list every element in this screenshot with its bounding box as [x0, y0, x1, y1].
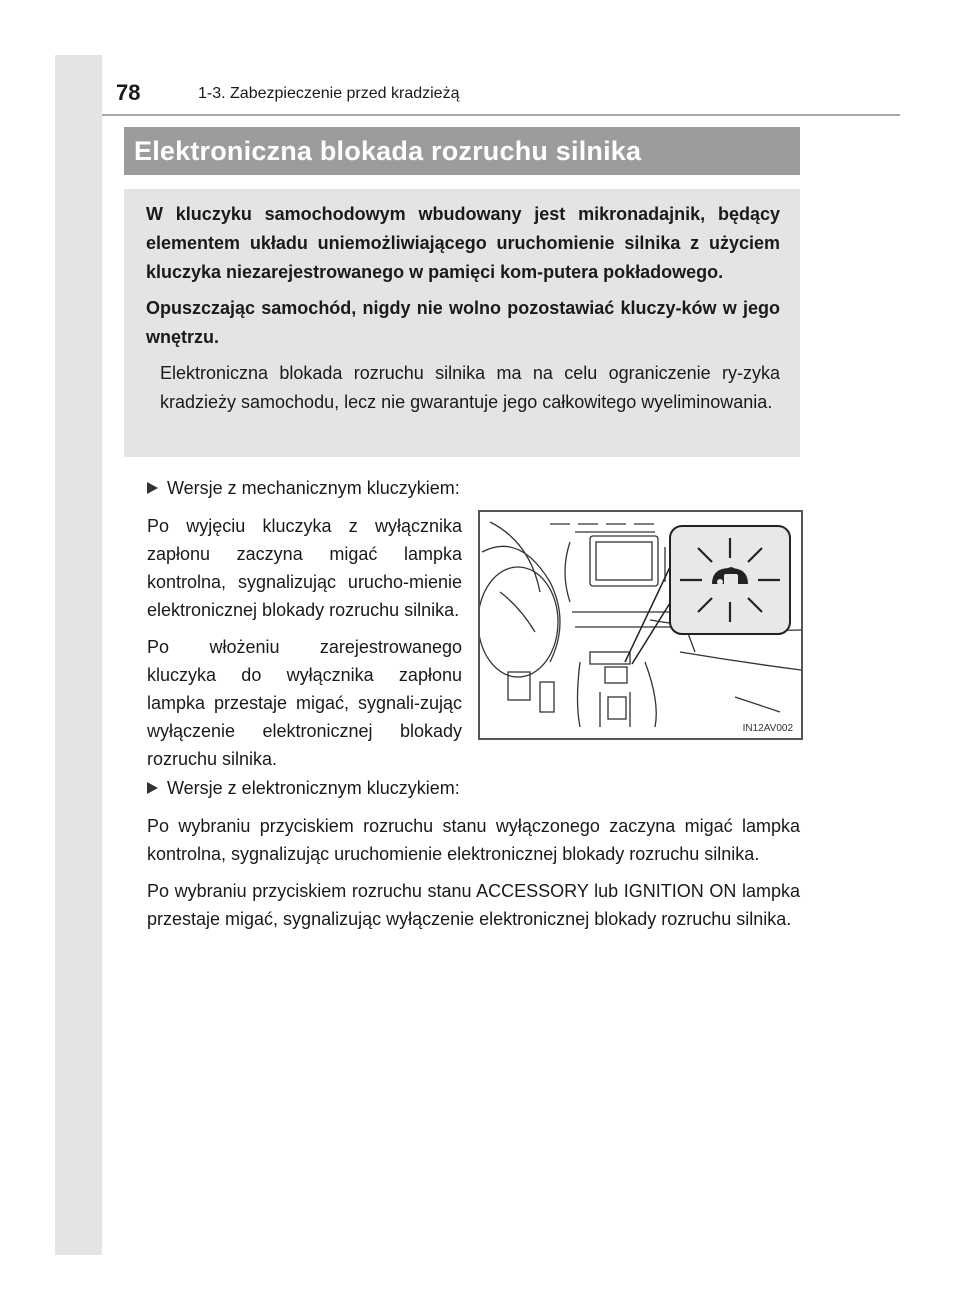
electronic-key-heading [147, 774, 800, 802]
electronic-paragraph-1: Po wybraniu przyciskiem rozruchu stanu wyłączonego zaczyna migać lampka kontrolna, sygnalizując uruchomienie elektronicznej blokady rozruchu silnika. [147, 816, 800, 864]
intro-note: Elektroniczna blokada rozruchu silnika ma na celu ograniczenie ry-zyka kradzieży samochodu, lecz nie gwarantuje jego całkowitego wyeliminowania. [160, 363, 780, 412]
dashboard-drawing [480, 512, 801, 738]
page-header [102, 76, 900, 116]
electronic-paragraph-2: Po wybraniu przyciskiem rozruchu stanu ACCESSORY lub IGNITION ON lampka przestaje migać, sygnalizując wyłączenie elektronicznej blokady rozruchu silnika. [147, 881, 800, 929]
electronic-section [147, 774, 800, 942]
dashboard-illustration [478, 510, 803, 740]
intro-box [124, 189, 800, 457]
chapter-title: 1-3. Zabezpieczenie przed kradzieżą [198, 85, 460, 102]
intro-paragraph-2: Opuszczając samochód, nigdy nie wolno pozostawiać kluczy-ków w jego wnętrzu. [146, 298, 780, 347]
section-bar [124, 127, 800, 175]
mechanical-key-heading [147, 474, 800, 502]
figure-code: IN12AV002 [742, 723, 793, 734]
section-title: Elektroniczna blokada rozruchu silnika [134, 136, 642, 166]
page-number: 78 [116, 80, 141, 105]
mechanical-key-heading-text: Wersje z mechanicznym kluczykiem: [167, 478, 460, 498]
header-rule [102, 114, 900, 116]
arrow-right-icon [147, 482, 158, 494]
intro-paragraph-1: W kluczyku samochodowym wbudowany jest mikronadajnik, będący elementem układu uniemożliwiającego uruchomienie silnika z użyciem kluczyka niezarejestrowanego w pamięci kom-putera pokładowego. [146, 204, 780, 282]
arrow-right-icon [147, 782, 158, 794]
mechanical-paragraph-1: Po wyjęciu kluczyka z wyłącznika zapłonu zaczyna migać lampka kontrolna, sygnalizując urucho-mienie elektronicznej blokady rozruchu silnika. [147, 516, 462, 620]
electronic-key-heading-text: Wersje z elektronicznym kluczykiem: [167, 778, 460, 798]
side-strip [55, 55, 102, 1255]
mechanical-paragraph-2: Po włożeniu zarejestrowanego kluczyka do wyłącznika zapłonu lampka przestaje migać, sygnali-zując wyłączenie elektronicznej blokady rozruchu silnika. [147, 637, 462, 769]
